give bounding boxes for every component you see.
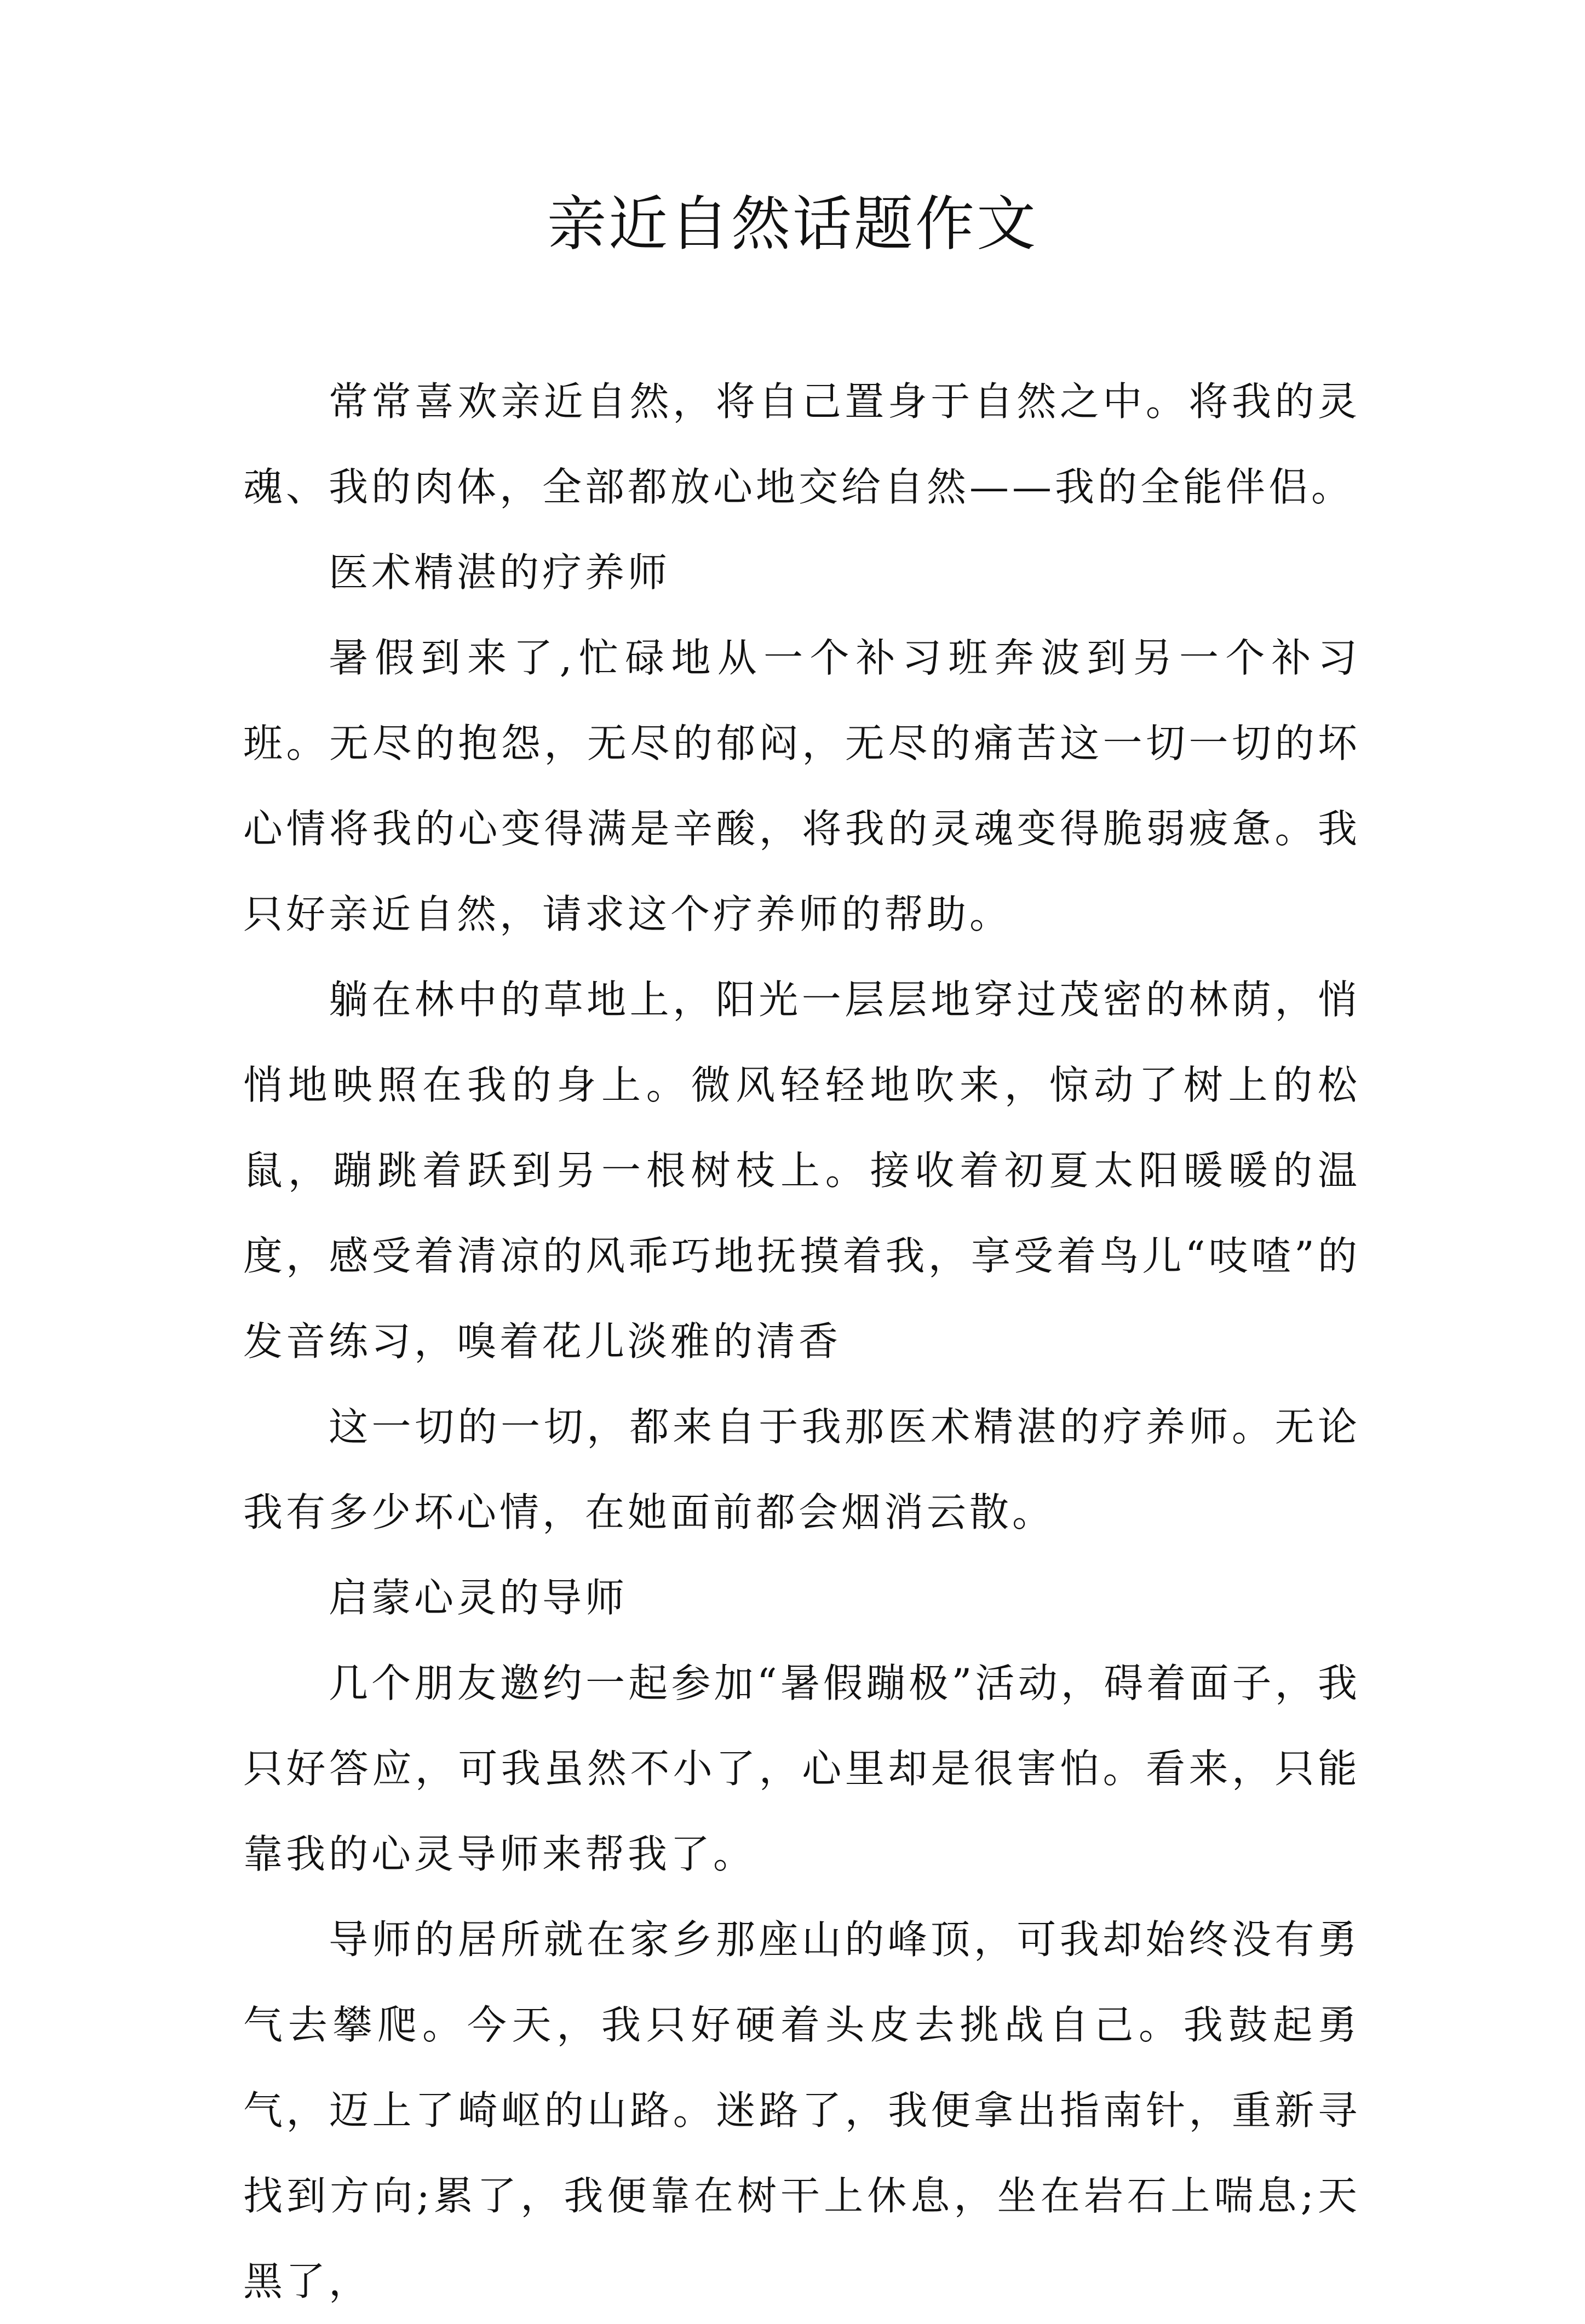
paragraph-bungee-invite: 几个朋友邀约一起参加“暑假蹦极”活动，碍着面子，我只好答应，可我虽然不小了，心里却是很害怕。看来，只能靠我的心灵导师来帮我了。 — [243, 1660, 1360, 1877]
document-title: 亲近自然话题作文 — [547, 190, 1038, 259]
section-heading-healer: 医术精湛的疗养师 — [329, 549, 671, 595]
section-heading-mentor: 启蒙心灵的导师 — [329, 1575, 628, 1621]
paragraph-summer-stress: 暑假到来了,忙碌地从一个补习班奔波到另一个补习班。无尽的抱怨，无尽的郁闷，无尽的痛苦这一切一切的坏心情将我的心变得满是辛酸，将我的灵魂变得脆弱疲惫。我只好亲近自然，请求这个疗养师的帮助。 — [243, 635, 1360, 937]
paragraph-forest-rest: 躺在林中的草地上，阳光一层层地穿过茂密的林荫，悄悄地映照在我的身上。微风轻轻地吹来，惊动了树上的松鼠，蹦跳着跃到另一根树枝上。接收着初夏太阳暖暖的温度，感受着清凉的风乖巧地抚摸着我，享受着鸟儿“吱喳”的发音练习，嗅着花儿淡雅的清香 — [243, 977, 1360, 1364]
document-body — [243, 359, 1360, 2324]
paragraph-healer-summary: 这一切的一切，都来自于我那医术精湛的疗养师。无论我有多少坏心情，在她面前都会烟消云散。 — [243, 1404, 1360, 1535]
paragraph-intro: 常常喜欢亲近自然，将自己置身于自然之中。将我的灵魂、我的肉体，全部都放心地交给自然——我的全能伴侣。 — [243, 378, 1360, 510]
paragraph-mountain-climb: 导师的居所就在家乡那座山的峰顶，可我却始终没有勇气去攀爬。今天，我只好硬着头皮去挑战自己。我鼓起勇气，迈上了崎岖的山路。迷路了，我便拿出指南针，重新寻找到方向;累了，我便靠在树干上休息，坐在岩石上喘息;天黑了， — [243, 1916, 1360, 2304]
